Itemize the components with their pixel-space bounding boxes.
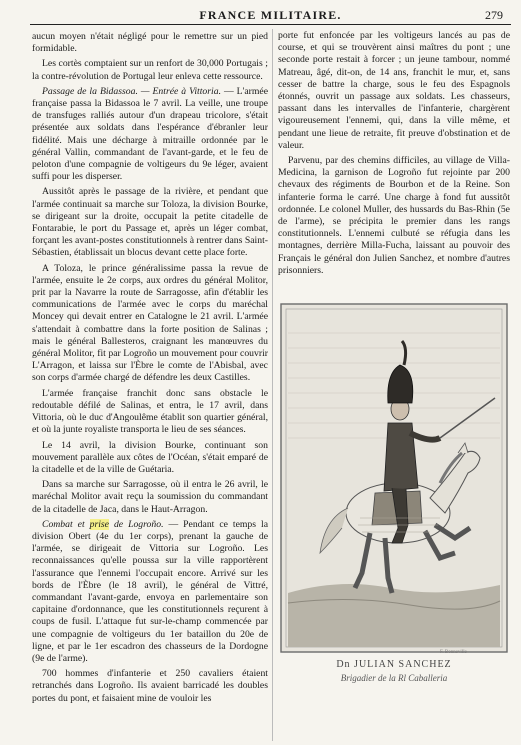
search-highlight: prise	[89, 518, 109, 530]
page-number: 279	[485, 8, 503, 22]
section-heading	[42, 519, 164, 530]
paragraph: Aussitôt après le passage de la rivière, et pendant que l'armée continuait sa marche sur Toloza, la division Bourke, se dirigeant sur la droite, occupait la petite citadelle de Fontarabie, le port du Passage et, après un léger combat, forçant les avant-postes constitutionnels à rentrer dans Saint-Sébastien, établissait un blocus devant cette place forte.	[32, 186, 268, 259]
paragraph	[32, 86, 268, 184]
header-rule	[30, 24, 511, 25]
plate-caption-name: Dn JULIAN SANCHEZ	[336, 659, 452, 670]
right-column	[278, 30, 510, 280]
heading-text: de Logroño.	[108, 518, 164, 530]
engraving-plate	[280, 303, 508, 683]
paragraph: Les cortès comptaient sur un renfort de 30,000 Portugais ; la contre-révolution de Portugal leur enleva cette ressource.	[32, 58, 268, 82]
paragraph: Parvenu, par des chemins difficiles, au village de Villa-Medicina, la garnison de Logroño fut rejointe par 200 chevaux des régiments de Bourbon et de la Reine. Son infanterie forma le carré. Une charge à fond fut aussitôt ordonnée. Le colonel Muller, des hussards du Bas-Rhin (5e de l'arme), se précipita le premier dans les rangs constitutionnels. L'ennemi culbuté se réfugia dans les montagnes, derrière Milla-Fucha, laissant au pouvoir des Français le général don Julien Sanchez, et nombre d'autres prisonniers.	[278, 155, 510, 276]
paragraph: 700 hommes d'infanterie et 250 cavaliers étaient retranchés dans Logroño. Ils avaient barricadé les doubles portes du pont, et faisaient mine de vouloir les	[32, 668, 268, 704]
horseman-engraving	[280, 303, 508, 653]
paragraph-text: — L'armée française passa la Bidassoa le 7 avril. La veille, une troupe de transfuges ralliés autour d'un drapeau tricolore, s'était présentée aux soldats dans l'espérance d'ébranler leur fidélité. Mais une décharge à mitraille ordonnée par le général Vallin, commandant de l'avant-garde, et le feu de peloton d'une compagnie de voltigeurs du 9e léger, avaient suffi pour les disperser.	[32, 85, 268, 183]
paragraph: L'armée française franchit donc sans obstacle le redoutable défilé de Salinas, et entra, le 17 avril, dans Vittoria, où le duc d'Angoulême établit son quartier général, et où la junte royaliste transporta le lieu de ses séances.	[32, 387, 268, 436]
heading-text: Combat et	[42, 518, 90, 530]
left-column	[32, 31, 268, 708]
paragraph: Le 14 avril, la division Bourke, continuant son mouvement parallèle aux côtes de l'Océan, s'était emparé de la citadelle et de la ville de Guétaria.	[32, 439, 268, 475]
paragraph-text: — Pendant ce temps la division Obert (4e du 1er corps), prenant la gauche de l'armée, se dirigeait de Vittoria sur Logroño. Les reconnaissances qu'elle poussa sur la ville rapportèrent l'assurance que l'ennemi l'occupait encore. Arrivé sur les bords de l'Èbre (le 18 avril), le général de Vittré, commandant l'avant-garde, envoya en parlementaire son capitaine d'ordonnance, que les constitutionnels reçurent à coups de fusil. L'attaque fut sur-le-champ commencée par une compagnie de voltigeurs du 1er bataillon du 20e de ligne, et par le 1er escadron des chasseurs de la Dordogne (9e de l'arme).	[32, 518, 268, 664]
running-title: FRANCE MILITAIRE.	[199, 8, 342, 22]
plate-caption-subtitle: Brigadier de la Rl Caballeria	[340, 673, 448, 683]
section-heading: Passage de la Bidassoa. — Entrée à Vittoria.	[42, 85, 221, 97]
paragraph	[32, 519, 268, 665]
paragraph: aucun moyen n'était négligé pour le remettre sur un pied formidable.	[32, 31, 268, 55]
page-header	[30, 5, 511, 25]
paragraph: Dans sa marche sur Sarragosse, où il entra le 26 avril, le maréchal Molitor avait reçu la soumission du commandant de la citadelle de Jaca, dans le Haut-Arragon.	[32, 479, 268, 515]
engraver-signature: F. Bonneville	[440, 650, 467, 655]
paragraph: porte fut enfoncée par les voltigeurs lancés au pas de course, et qui se trouvèrent ainsi maîtres du pont ; une seconde porte restait à forcer ; un jeune tambour, nommé Matreau, âgé, dit-on, de 14 ans, franchit le mur, et, sans cesser de battre la charge, sous le feu des Espagnols étonnés, ouvrit un passage aux soldats. Les chasseurs, passant dans les intervalles de l'infanterie, chargèrent vigoureusement l'ennemi, qui, dans la ville même, et pendant une lieue de retraite, fit preuve d'obstination et de valeur.	[278, 30, 510, 151]
column-divider	[272, 29, 273, 741]
paragraph: A Toloza, le prince généralissime passa la revue de l'armée, ensuite le 2e corps, aux ordres du général Molitor, prit par la Navarre la route de Sarragosse, afin d'établir les communications de l'armée avec le corps du maréchal Moncey qui devait entrer en Catalogne le 21 avril. L'armée s'attendait à combattre dans la forte position de Salinas ; mais le général Ballesteros, craignant les manœuvres du général Molitor, fit par Logroño un mouvement pour couvrir L'Arragon, et laissa sur l'Èbre le comte de l'Abisbal, avec son corps d'armée chargé de défendre les deux Castilles.	[32, 262, 268, 384]
